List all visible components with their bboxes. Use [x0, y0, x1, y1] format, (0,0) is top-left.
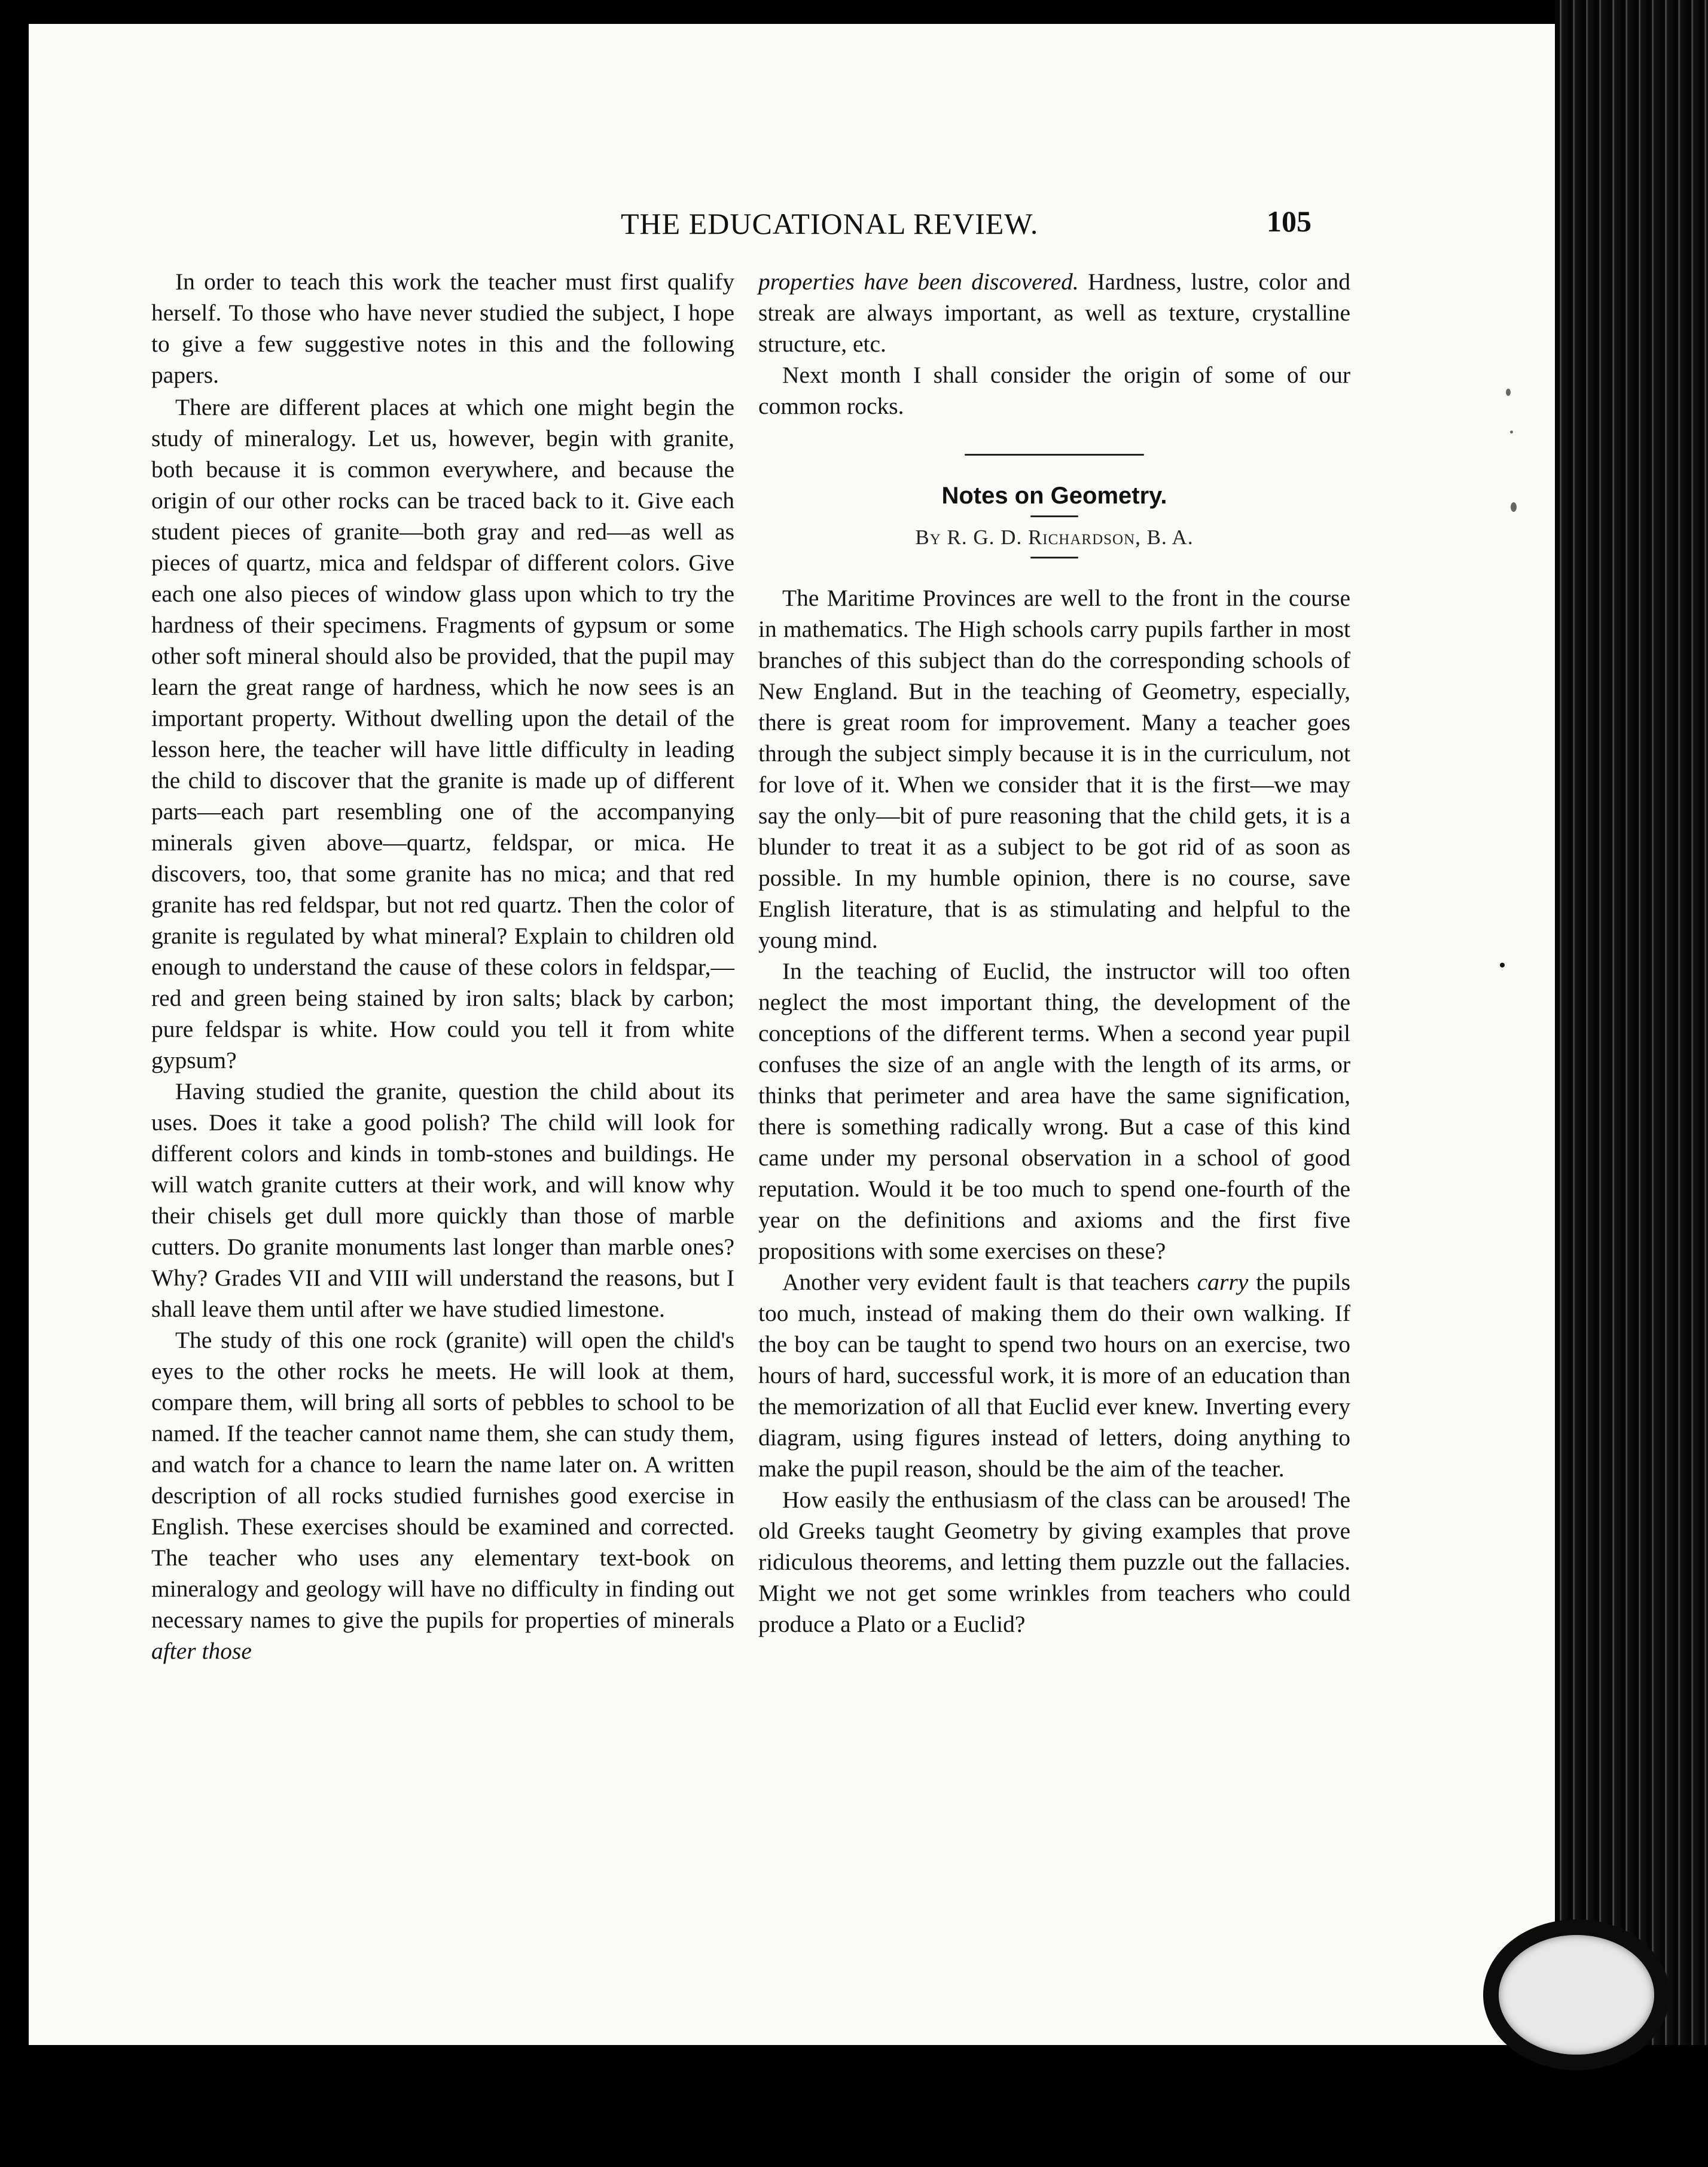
italic-text: after those: [151, 1638, 252, 1664]
italic-text: properties have been discovered.: [758, 268, 1079, 295]
heading-rule: [1030, 515, 1078, 517]
byline-rule: [1030, 557, 1078, 558]
paragraph: [758, 1266, 1350, 1484]
paragraph: There are different places at which one might begin the study of mineralogy. Let us, however, begin with granite, both because it is common everywhere, and because the origin of our other rocks can be traced back to it. Give each student pieces of granite—both gray and red—as well as pieces of quartz, mica and feldspar of different colors. Give each one also pieces of window glass upon which to try the hardness of their specimens. Fragments of gypsum or some other soft mineral should also be provided, that the pupil may learn the great range of hardness, which he now sees is an important property. Without dwelling upon the detail of the lesson here, the teacher will have little difficulty in leading the child to discover that the granite is made up of different parts—each part resembling one of the accompanying minerals given above—quartz, feldspar, or mica. He discovers, too, that some granite has no mica; and that red granite has red feldspar, but not red quartz. Then the color of granite is regulated by what mineral? Explain to children old enough to understand the cause of these colors in feldspar,—red and green being stained by iron salts; black by carbon; pure feldspar is white. How could you tell it from white gypsum?: [151, 394, 734, 1073]
paragraph: In order to teach this work the teacher must first qualify herself. To those who have never studied the subject, I hope to give a few suggestive notes in this and the following papers.: [151, 268, 734, 388]
paragraph: How easily the enthusiasm of the class can be aroused! The old Greeks taught Geometry by giving examples that prove ridiculous theorems, and letting them puzzle out the fallacies. Might we not get some wrinkles from teachers who could produce a Plato or a Euclid?: [758, 1487, 1350, 1637]
paragraph-continuation: [758, 266, 1350, 359]
right-column: [758, 266, 1350, 1640]
paragraph: Having studied the granite, question the child about its uses. Does it take a good polish? The child will look for different colors and kinds in tomb-stones and buildings. He will watch granite cutters at their work, and will know why their chisels get dull more quickly than those of marble cutters. Do granite monuments last longer than marble ones? Why? Grades VII and VIII will understand the reasons, but I shall leave them until after we have studied limestone.: [151, 1078, 734, 1322]
page-number: 105: [1267, 205, 1312, 238]
scan-border: [0, 2045, 1708, 2167]
section-divider: [965, 454, 1144, 456]
article-heading: Notes on Geometry.: [941, 483, 1167, 509]
paragraph: The Maritime Provinces are well to the front in the course in mathematics. The High schools carry pupils farther in most branches of this subject than do the corresponding schools of New England. But in the teaching of Geometry, especially, there is great room for improvement. Many a teacher goes through the subject simply because it is in the curriculum, not for love of it. When we consider that it is the first—we may say the only—bit of pure reasoning that the child gets, it is a blunder to treat it as a subject to be got rid of as soon as possible. In my humble opinion, there is no course, save English literature, that is as stimulating and helpful to the young mind.: [758, 585, 1350, 953]
paragraph: [151, 1324, 734, 1667]
book-binding-edge: [1555, 0, 1708, 2167]
paragraph-text: Hardness, lustre, color and streak are always important, as well as texture, crystalline structure, etc.: [758, 268, 1351, 357]
paragraph: In the teaching of Euclid, the instructor will too often neglect the most important thing, the development of the conceptions of the different terms. When a second year pupil confuses the size of an angle with the length of its arms, or thinks that perimeter and area have the same signification, there is something radically wrong. But a case of this kind came under my personal observation in a school of good reputation. Would it be too much to spend one-fourth of the year on the definitions and axioms and the first five propositions with some exercises on these?: [758, 958, 1350, 1264]
binder-clip: [1483, 1919, 1670, 2070]
paragraph-text: The study of this one rock (granite) will open the child's eyes to the other rocks he meets. He will look at them, compare them, will bring all sorts of pebbles to school to be named. If the teacher cannot name them, she can study them, and watch for a chance to learn the name later on. A written description of all rocks studied furnishes good exercise in English. These exercises should be examined and corrected. The teacher who uses any elementary text-book on mineralogy and geology will have no difficulty in finding out necessary names to give the pupils for properties of minerals: [151, 1327, 734, 1633]
paragraph: Next month I shall consider the origin of some of our common rocks.: [758, 362, 1350, 419]
paragraph-text: the pupils too much, instead of making them do their own walking. If the boy can be taught to spend two hours on an exercise, two hours of hard, successful work, it is more of an education than the memorization of all that Euclid ever knew. Inverting every diagram, using figures instead of letters, doing anything to make the pupil reason, should be the aim of the teacher.: [758, 1269, 1351, 1482]
scanned-page: [29, 24, 1575, 2045]
journal-title: THE EDUCATIONAL REVIEW.: [621, 207, 1039, 240]
paragraph-text: Another very evident fault is that teachers: [782, 1269, 1190, 1295]
author-byline: By R. G. D. Richardson, B. A.: [915, 526, 1194, 549]
left-column: [151, 266, 734, 1667]
running-head: [29, 206, 1575, 254]
italic-text: carry: [1197, 1269, 1249, 1295]
